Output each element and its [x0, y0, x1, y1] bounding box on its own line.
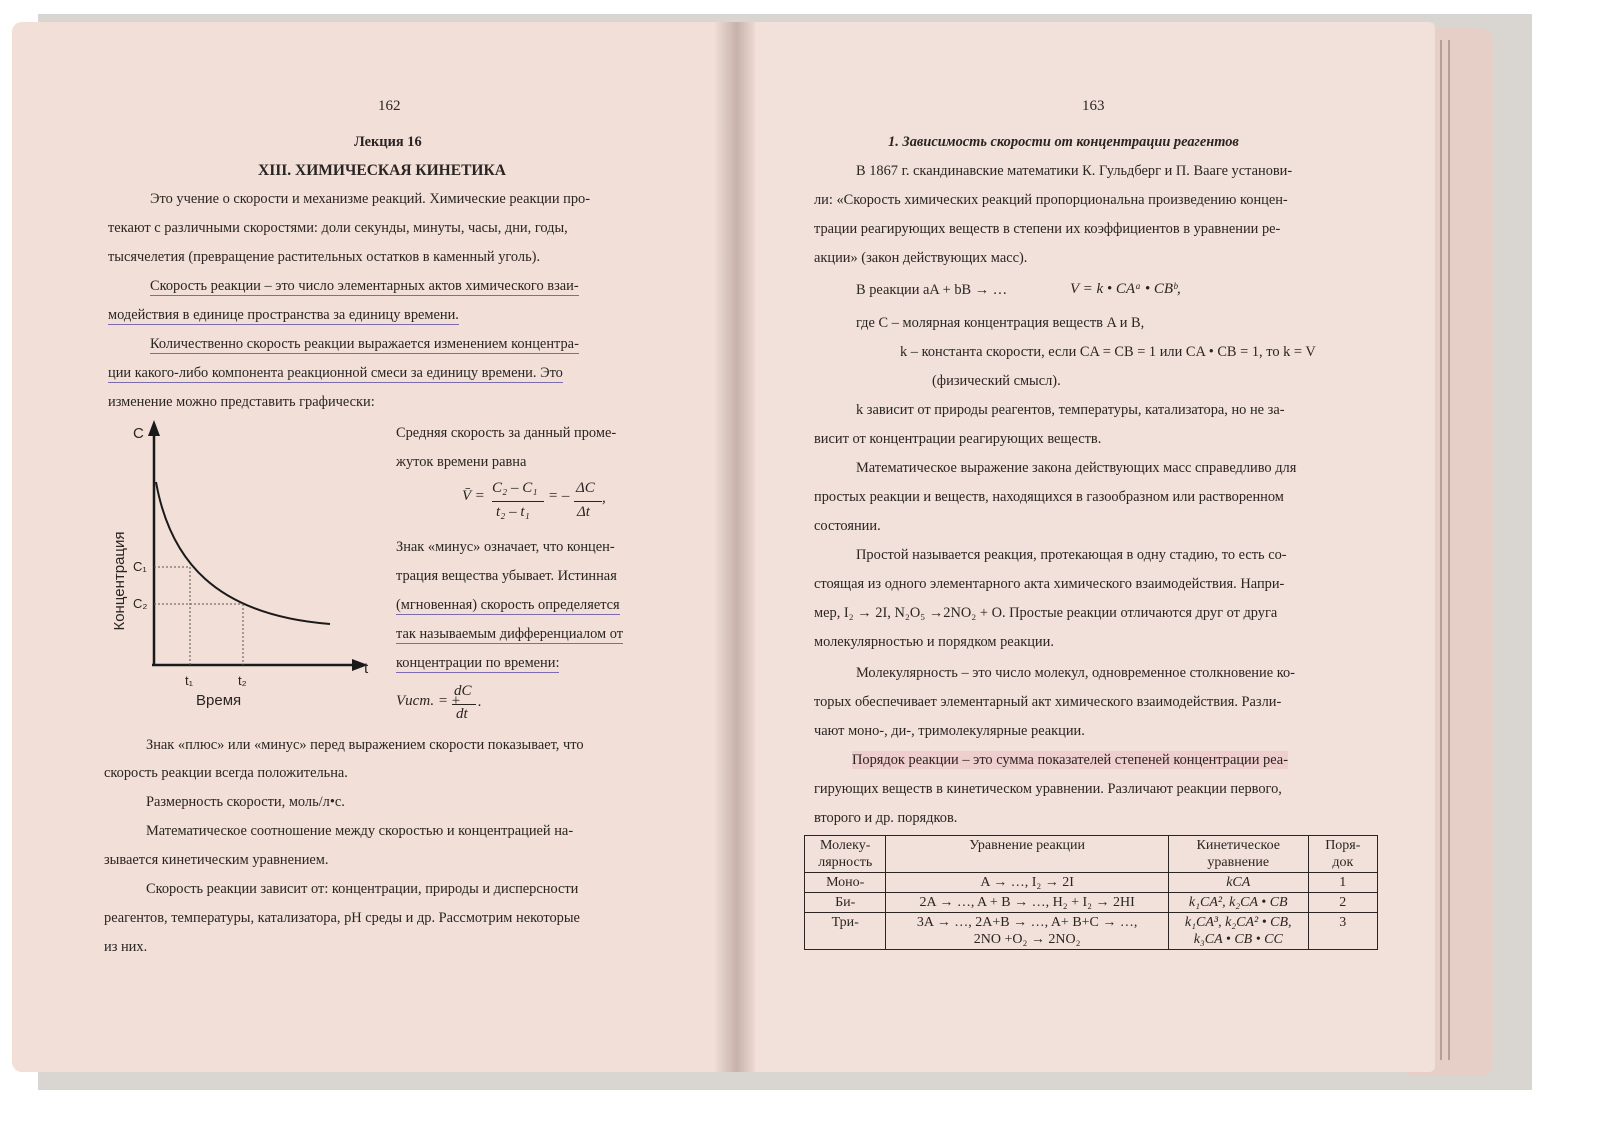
- page-number-left: 162: [378, 98, 401, 114]
- text-line: Молекулярность – это число молекул, одновременное столкновение ко-: [856, 665, 1295, 681]
- reaction-line: В реакции aA + bB → …: [856, 282, 1008, 298]
- table-cell: 1: [1308, 873, 1377, 893]
- avg-rate-lhs: V̄ =: [462, 488, 485, 504]
- t1-label: t₁: [185, 673, 193, 688]
- graph-x-label: t: [364, 660, 369, 677]
- text-line: k зависит от природы реагентов, температуры, катализатора, но не за-: [856, 402, 1285, 418]
- fraction-bar: [492, 501, 544, 502]
- text-line: трации реагирующих веществ в степени их коэффициентов в уравнении ре-: [814, 221, 1281, 237]
- text-line: реагентов, температуры, катализатора, pH среды и др. Рассмотрим некоторые: [104, 910, 580, 926]
- text-line: гирующих веществ в кинетическом уравнении. Различают реакции первого,: [814, 781, 1282, 797]
- rate-law: V = k • CAᵃ • CBᵇ,: [1070, 281, 1181, 297]
- table-cell: k₁CA², k₂CA • CB: [1168, 893, 1308, 913]
- text-line: акции» (закон действующих масс).: [814, 250, 1028, 266]
- text-line: зывается кинетическим уравнением.: [104, 852, 329, 868]
- t2-label: t₂: [238, 673, 247, 688]
- dc: dC: [454, 683, 472, 699]
- graph-ylabel: Концентрация: [111, 531, 128, 631]
- delta-t: Δt: [577, 504, 590, 520]
- text-line: скорость реакции всегда положительна.: [104, 765, 348, 781]
- text-line: простых реакции и веществ, находящихся в газообразном или растворенном: [814, 489, 1284, 505]
- text-line: Математическое выражение закона действующих масс справедливо для: [856, 460, 1297, 476]
- text-line: второго и др. порядков.: [814, 810, 958, 826]
- text-line: k – константа скорости, если CA = CB = 1 или CA • CB = 1, то k = V: [900, 344, 1316, 360]
- text-line: состоянии.: [814, 518, 881, 534]
- text-line: торых обеспечивает элементарный акт химического взаимодействия. Разли-: [814, 694, 1282, 710]
- table-cell: 2A → …, A + B → …, H₂ + I₂ → 2HI: [886, 893, 1168, 913]
- avg-rate-numerator: C₂ – C₁: [492, 480, 538, 496]
- dt: dt: [456, 706, 468, 722]
- text-line: Простой называется реакция, протекающая в одну стадию, то есть со-: [856, 547, 1287, 563]
- table-header: Молеку- лярность: [805, 836, 886, 873]
- table-cell: Три-: [805, 913, 886, 950]
- fraction-bar: [452, 704, 476, 705]
- text-line: концентрации по времени:: [396, 655, 560, 671]
- graph-y-label: C: [133, 425, 144, 442]
- c1-label: C₁: [133, 559, 147, 574]
- text-line: стоящая из одного элементарного акта химического взаимодействия. Напри-: [814, 576, 1285, 592]
- section-title: 1. Зависимость скорости от концентрации реагентов: [888, 134, 1239, 150]
- comma: ,: [602, 490, 606, 506]
- molecularity-table: [804, 835, 1378, 950]
- definition-line: Скорость реакции – это число элементарных актов химического взаи-: [150, 278, 579, 294]
- text-line: (физический смысл).: [932, 373, 1061, 389]
- text-line: В 1867 г. скандинавские математики К. Гульдберг и П. Вааге установи-: [856, 163, 1293, 179]
- table-header: Кинетическое уравнение: [1168, 836, 1308, 873]
- text-line: текают с различными скоростями: доли секунды, минуты, часы, дни, годы,: [108, 220, 568, 236]
- fraction-bar: [574, 501, 602, 502]
- text-line: (мгновенная) скорость определяется: [396, 597, 620, 613]
- text-line: Знак «плюс» или «минус» перед выражением скорости показывает, что: [146, 737, 584, 753]
- table-cell: 2: [1308, 893, 1377, 913]
- definition-line: ции какого-либо компонента реакционной смеси за единицу времени. Это: [108, 365, 563, 381]
- table-header: Поря- док: [1308, 836, 1377, 873]
- table-header-row: [805, 836, 1378, 873]
- delta-c: ΔC: [576, 480, 595, 496]
- table-cell: Моно-: [805, 873, 886, 893]
- text-line: Средняя скорость за данный проме-: [396, 425, 617, 441]
- text-line: Скорость реакции зависит от: концентрации, природы и дисперсности: [146, 881, 579, 897]
- period: .: [478, 694, 482, 710]
- text-line: Это учение о скорости и механизме реакций. Химические реакции про-: [150, 191, 591, 207]
- text-line: где C – молярная концентрация веществ A и B,: [856, 315, 1145, 331]
- table-cell: k₁CA³, k₂CA² • CB, k₃CA • CB • CC: [1168, 913, 1308, 950]
- table-cell: kCA: [1168, 873, 1308, 893]
- text-line: Размерность скорости, моль/л•с.: [146, 794, 345, 810]
- text-line: так называемым дифференциалом от: [396, 626, 624, 642]
- text-line: молекулярностью и порядком реакции.: [814, 634, 1054, 650]
- y-axis-arrow: [148, 420, 160, 436]
- definition-line: модействия в единице пространства за единицу времени.: [108, 307, 459, 323]
- text-line: Знак «минус» означает, что концен-: [396, 539, 615, 555]
- text-line: чают моно-, ди-, тримолекулярные реакции.: [814, 723, 1085, 739]
- avg-rate-denominator: t₂ – t₁: [496, 504, 530, 520]
- c2-label: C₂: [133, 596, 148, 611]
- text-line: Математическое соотношение между скоростью и концентрацией на-: [146, 823, 574, 839]
- text-line: тысячелетия (превращение растительных остатков в каменный уголь).: [108, 249, 541, 265]
- chapter-title: XIII. ХИМИЧЕСКАЯ КИНЕТИКА: [258, 162, 506, 179]
- table-row: [805, 893, 1378, 913]
- table-row: [805, 873, 1378, 893]
- inst-rate-lhs: Vист. = ±: [396, 693, 460, 709]
- table-cell: 3: [1308, 913, 1377, 950]
- text-line: Порядок реакции – это сумма показателей степеней концентрации реа-: [852, 752, 1288, 768]
- table-cell: 3A → …, 2A+B → …, A+ B+C → …, 2NO +O₂ → 2NO₂: [886, 913, 1168, 950]
- concentration-curve: [156, 482, 330, 624]
- table-cell: Би-: [805, 893, 886, 913]
- text-line: жуток времени равна: [396, 454, 527, 470]
- table-header: Уравнение реакции: [886, 836, 1168, 873]
- text-line: трация вещества убывает. Истинная: [396, 568, 617, 584]
- table-cell: A → …, I₂ → 2I: [886, 873, 1168, 893]
- lecture-title: Лекция 16: [354, 134, 422, 150]
- table-row: [805, 913, 1378, 950]
- text-line: мер, I₂ → 2I, N₂O₅ →2NO₂ + O. Простые реакции отличаются друг от друга: [814, 605, 1278, 621]
- text-line: изменение можно представить графически:: [108, 394, 375, 410]
- graph-xlabel: Время: [196, 692, 242, 709]
- text-line: ли: «Скорость химических реакций пропорциональна произведению концен-: [814, 192, 1288, 208]
- text-line: висит от концентрации реагирующих веществ.: [814, 431, 1102, 447]
- page-number-right: 163: [1082, 98, 1105, 114]
- definition-line: Количественно скорость реакции выражается изменением концентра-: [150, 336, 579, 352]
- text-line: из них.: [104, 939, 148, 955]
- avg-rate-middle: = –: [548, 488, 570, 504]
